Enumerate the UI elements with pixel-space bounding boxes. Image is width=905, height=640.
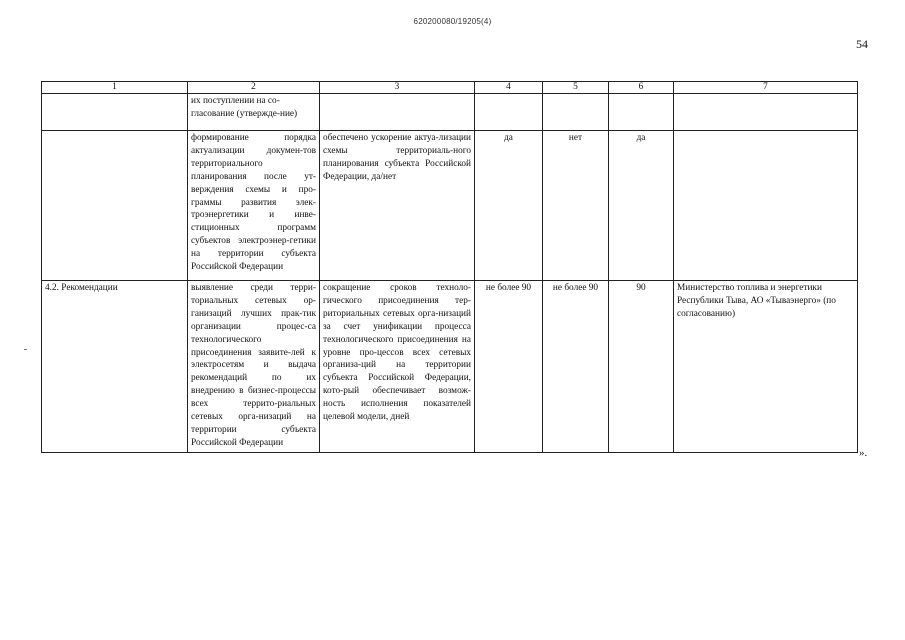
margin-mark (24, 349, 27, 350)
column-number-7: 7 (674, 82, 858, 94)
table-row (42, 131, 858, 281)
cell-value-5 (543, 94, 609, 131)
cell-value-4 (475, 94, 543, 131)
cell-indicator: обеспечено ускорение актуа-лизации схемы территориаль-ного планирования субъекта Российской Федерации, да/нет (320, 131, 475, 281)
cell-activity: формирование порядка актуализации докумен-тов территориального планирования после ут-верждения схемы и про-граммы развития элек-троэнергетики и инве-стиционных программ субъектов электроэнер-гетики на территории субъекта Российской Федерации (188, 131, 320, 281)
column-number-3: 3 (320, 82, 475, 94)
page-number: 54 (856, 37, 868, 51)
document-id: 620200080/19205(4) (413, 17, 492, 26)
column-number-2: 2 (188, 82, 320, 94)
cell-value-6 (609, 94, 674, 131)
cell-section: 4.2. Рекомендации (42, 281, 188, 453)
plan-table (41, 81, 858, 453)
cell-section (42, 131, 188, 281)
cell-value-6: 90 (609, 281, 674, 453)
cell-indicator: сокращение сроков техноло-гического присоединения тер-риториальных сетевых орга-низаций за счет унификации процесса технологического присоединения на уровне про-цессов всех сетевых организа-ций на территории субъекта Российской Федерации, кото-рый обеспечивает возмож-ность исполнения показателей целевой модели, дней (320, 281, 475, 453)
column-number-4: 4 (475, 82, 543, 94)
column-number-1: 1 (42, 82, 188, 94)
cell-value-5: не более 90 (543, 281, 609, 453)
cell-responsible: Министерство топлива и энергетики Республики Тыва, АО «Тываэнерго» (по согласованию) (674, 281, 858, 453)
cell-activity: выявление среди терри-ториальных сетевых ор-ганизаций лучших прак-тик организации процес-са технологического присоединения заявите-лей к электросетям и выдача рекомендаций по их внедрению в бизнес-процессы всех террито-риальных сетевых орга-низаций на территории субъекта Российской Федерации (188, 281, 320, 453)
column-number-6: 6 (609, 82, 674, 94)
table-row (42, 281, 858, 453)
cell-responsible (674, 131, 858, 281)
column-number-row (42, 82, 858, 94)
cell-value-4: не более 90 (475, 281, 543, 453)
cell-value-5: нет (543, 131, 609, 281)
cell-value-6: да (609, 131, 674, 281)
column-number-5: 5 (543, 82, 609, 94)
cell-section (42, 94, 188, 131)
closing-quote: ». (859, 447, 868, 459)
table-row (42, 94, 858, 131)
cell-value-4: да (475, 131, 543, 281)
cell-responsible (674, 94, 858, 131)
cell-activity: их поступлении на со-гласование (утвержде-ние) (188, 94, 320, 131)
cell-indicator (320, 94, 475, 131)
